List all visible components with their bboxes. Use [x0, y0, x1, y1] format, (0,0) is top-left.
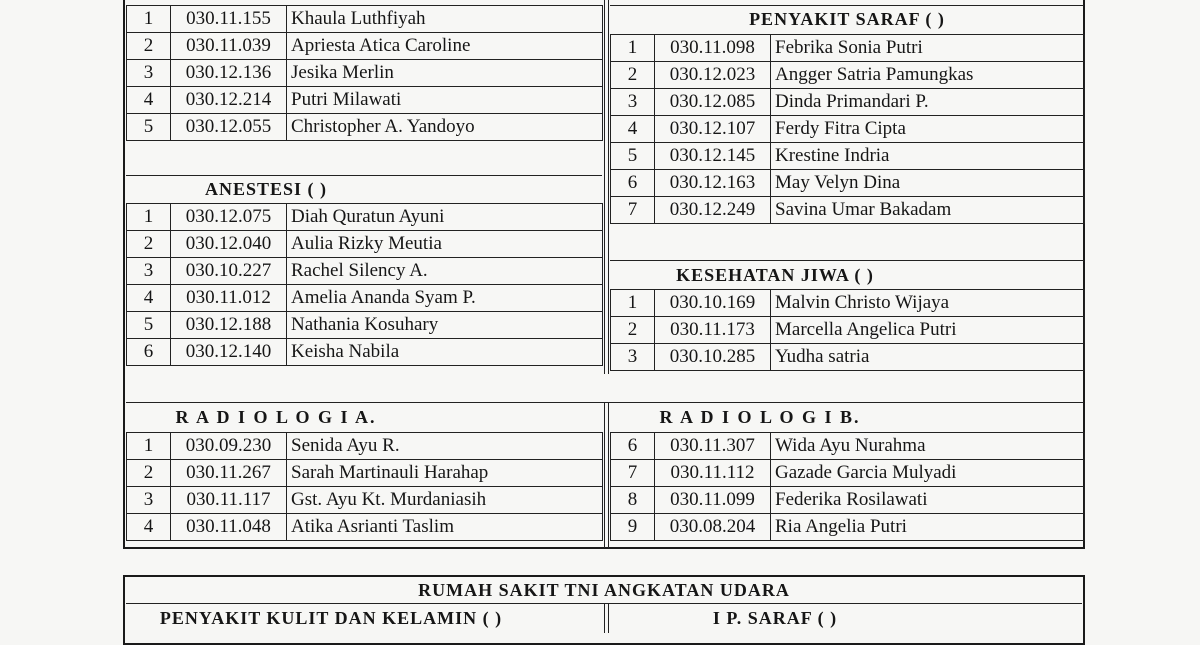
table-row: 2 030.11.267 Sarah Martinauli Harahap [127, 460, 603, 487]
table-row: 5 030.12.055 Christopher A. Yandoyo [127, 114, 603, 141]
table-row: 1 030.12.075 Diah Quratun Ayuni [127, 204, 603, 231]
table-row: 9 030.08.204 Ria Angelia Putri [611, 514, 1085, 541]
table-row: 7 030.11.112 Gazade Garcia Mulyadi [611, 460, 1085, 487]
column-divider [604, 0, 605, 374]
kesehatan-jiwa-table [610, 289, 1085, 371]
radiologi-a-title: R A D I O L O G I A. [175, 407, 377, 427]
table-row: 7 030.12.249 Savina Umar Bakadam [611, 197, 1085, 224]
radiologi-b-title: R A D I O L O G I B. [659, 407, 861, 427]
column-divider [608, 0, 609, 374]
anestesi-table [126, 203, 603, 366]
table-row: 1 030.10.169 Malvin Christo Wijaya [611, 290, 1085, 317]
table-row: 1 030.11.098 Febrika Sonia Putri [611, 35, 1085, 62]
anestesi-title: ANESTESI ( ) [204, 179, 328, 199]
penyakit-kulit-title: PENYAKIT KULIT DAN KELAMIN ( ) [159, 608, 503, 628]
divider [610, 260, 1084, 261]
divider [126, 402, 1084, 403]
table-row: 3 030.11.117 Gst. Ayu Kt. Murdaniasih [127, 487, 603, 514]
radiologi-b-table [610, 432, 1085, 541]
table-row: 2 030.11.039 Apriesta Atica Caroline [127, 33, 603, 60]
table-row: 4 030.12.107 Ferdy Fitra Cipta [611, 116, 1085, 143]
table-row: 2 030.12.040 Aulia Rizky Meutia [127, 231, 603, 258]
top-left-table [126, 5, 603, 141]
table-row: 6 030.11.307 Wida Ayu Nurahma [611, 433, 1085, 460]
table-row: 6 030.12.163 May Velyn Dina [611, 170, 1085, 197]
column-divider [608, 402, 609, 548]
table-row: 3 030.10.285 Yudha satria [611, 344, 1085, 371]
column-divider [608, 603, 609, 633]
table-row: 4 030.11.048 Atika Asrianti Taslim [127, 514, 603, 541]
table-row: 6 030.12.140 Keisha Nabila [127, 339, 603, 366]
table-row: 3 030.12.085 Dinda Primandari P. [611, 89, 1085, 116]
column-divider [604, 402, 605, 548]
penyakit-saraf-title: PENYAKIT SARAF ( ) [749, 9, 945, 29]
table-row: 2 030.12.023 Angger Satria Pamungkas [611, 62, 1085, 89]
table-row: 1 030.11.155 Khaula Luthfiyah [127, 6, 603, 33]
table-row: 5 030.12.188 Nathania Kosuhary [127, 312, 603, 339]
table-row: 5 030.12.145 Krestine Indria [611, 143, 1085, 170]
rumah-sakit-title: RUMAH SAKIT TNI ANGKATAN UDARA [418, 580, 790, 600]
table-row: 2 030.11.173 Marcella Angelica Putri [611, 317, 1085, 344]
radiologi-a-table [126, 432, 603, 541]
table-row: 4 030.12.214 Putri Milawati [127, 87, 603, 114]
table-row: 8 030.11.099 Federika Rosilawati [611, 487, 1085, 514]
divider [610, 5, 1084, 6]
column-divider [604, 603, 605, 633]
table-row: 3 030.10.227 Rachel Silency A. [127, 258, 603, 285]
table-row: 3 030.12.136 Jesika Merlin [127, 60, 603, 87]
table-row: 1 030.09.230 Senida Ayu R. [127, 433, 603, 460]
penyakit-saraf-table [610, 34, 1085, 224]
kesehatan-jiwa-title: KESEHATAN JIWA ( ) [676, 265, 874, 285]
ip-saraf-title: I P. SARAF ( ) [712, 608, 838, 628]
table-row: 4 030.11.012 Amelia Ananda Syam P. [127, 285, 603, 312]
